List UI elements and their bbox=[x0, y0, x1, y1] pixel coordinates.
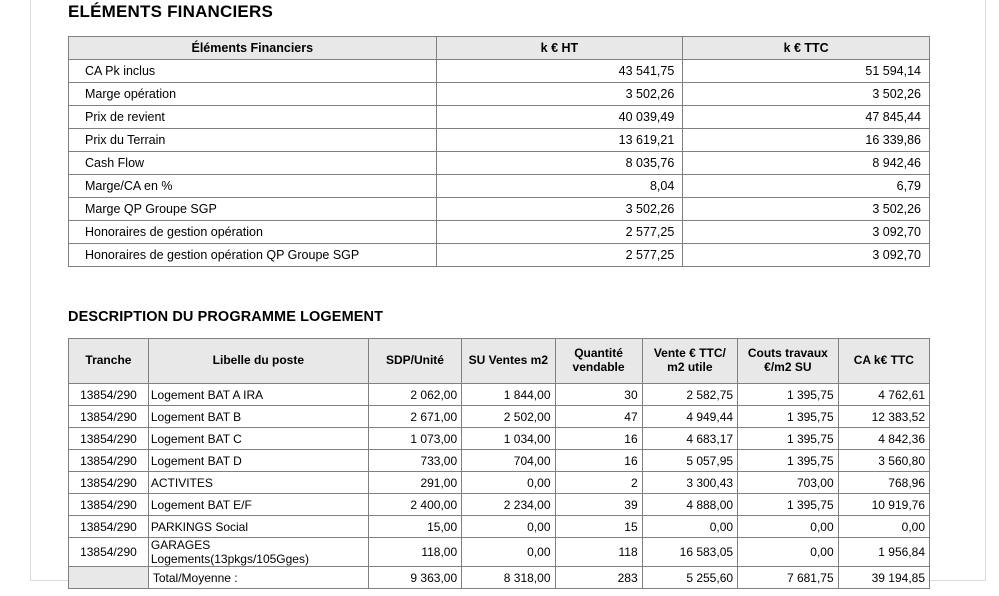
cell-poste: Logement BAT D bbox=[148, 450, 368, 472]
cell-ca: 0,00 bbox=[838, 516, 929, 538]
row-value-ht: 2 577,25 bbox=[436, 221, 683, 244]
table-row bbox=[69, 198, 930, 221]
cell-quantite: 2 bbox=[555, 472, 642, 494]
cell-total-ca: 39 194,85 bbox=[838, 567, 929, 589]
cell-quantite: 118 bbox=[555, 538, 642, 567]
table-row bbox=[69, 406, 930, 428]
row-value-ttc: 8 942,46 bbox=[683, 152, 930, 175]
cell-su: 1 844,00 bbox=[462, 384, 555, 406]
table-header-row bbox=[69, 339, 930, 384]
table-row bbox=[69, 516, 930, 538]
cell-total-label: Total/Moyenne : bbox=[148, 567, 368, 589]
row-value-ttc: 3 092,70 bbox=[683, 221, 930, 244]
cell-tranche: 13854/290 bbox=[69, 384, 149, 406]
cell-quantite: 16 bbox=[555, 450, 642, 472]
cell-quantite: 47 bbox=[555, 406, 642, 428]
table-row bbox=[69, 384, 930, 406]
financial-section-title: ELÉMENTS FINANCIERS bbox=[68, 2, 273, 21]
cell-total-vente: 5 255,60 bbox=[642, 567, 737, 589]
page-right-border bbox=[985, 0, 986, 580]
cell-tranche: 13854/290 bbox=[69, 406, 149, 428]
program-section-title: DESCRIPTION DU PROGRAMME LOGEMENT bbox=[68, 309, 384, 325]
column-header-tranche: Tranche bbox=[69, 339, 149, 384]
table-row bbox=[69, 106, 930, 129]
column-header-quantite: Quantité vendable bbox=[555, 339, 642, 384]
cell-ca: 4 842,36 bbox=[838, 428, 929, 450]
financial-elements-table bbox=[68, 36, 930, 267]
cell-tranche: 13854/290 bbox=[69, 428, 149, 450]
cell-total-couts: 7 681,75 bbox=[738, 567, 839, 589]
cell-vente: 3 300,43 bbox=[642, 472, 737, 494]
cell-couts: 1 395,75 bbox=[738, 450, 839, 472]
table-row bbox=[69, 494, 930, 516]
column-header-couts: Couts travaux €/m2 SU bbox=[738, 339, 839, 384]
cell-ca: 4 762,61 bbox=[838, 384, 929, 406]
table-header-row bbox=[69, 37, 930, 60]
row-label: Marge opération bbox=[69, 83, 437, 106]
cell-poste: Logement BAT E/F bbox=[148, 494, 368, 516]
table-row bbox=[69, 60, 930, 83]
cell-ca: 10 919,76 bbox=[838, 494, 929, 516]
table-row bbox=[69, 175, 930, 198]
table-total-row bbox=[69, 567, 930, 589]
row-value-ht: 8 035,76 bbox=[436, 152, 683, 175]
cell-poste: Logement BAT C bbox=[148, 428, 368, 450]
row-value-ttc: 3 092,70 bbox=[683, 244, 930, 267]
row-value-ttc: 6,79 bbox=[683, 175, 930, 198]
row-label: Prix de revient bbox=[69, 106, 437, 129]
cell-vente: 16 583,05 bbox=[642, 538, 737, 567]
row-value-ht: 3 502,26 bbox=[436, 83, 683, 106]
page-left-border bbox=[30, 0, 31, 580]
table-row bbox=[69, 428, 930, 450]
column-header-poste: Libelle du poste bbox=[148, 339, 368, 384]
cell-vente: 4 949,44 bbox=[642, 406, 737, 428]
table-row bbox=[69, 221, 930, 244]
cell-sdp: 2 062,00 bbox=[368, 384, 461, 406]
row-label: CA Pk inclus bbox=[69, 60, 437, 83]
cell-sdp: 733,00 bbox=[368, 450, 461, 472]
cell-su: 0,00 bbox=[462, 516, 555, 538]
cell-ca: 3 560,80 bbox=[838, 450, 929, 472]
row-value-ttc: 51 594,14 bbox=[683, 60, 930, 83]
cell-tranche: 13854/290 bbox=[69, 516, 149, 538]
cell-su: 0,00 bbox=[462, 472, 555, 494]
cell-ca: 768,96 bbox=[838, 472, 929, 494]
cell-poste: PARKINGS Social bbox=[148, 516, 368, 538]
cell-su: 2 502,00 bbox=[462, 406, 555, 428]
cell-couts: 703,00 bbox=[738, 472, 839, 494]
cell-tranche: 13854/290 bbox=[69, 538, 149, 567]
row-value-ht: 40 039,49 bbox=[436, 106, 683, 129]
cell-quantite: 16 bbox=[555, 428, 642, 450]
cell-tranche: 13854/290 bbox=[69, 494, 149, 516]
cell-tranche bbox=[69, 567, 149, 589]
cell-total-su: 8 318,00 bbox=[462, 567, 555, 589]
column-header-su: SU Ventes m2 bbox=[462, 339, 555, 384]
cell-couts: 1 395,75 bbox=[738, 494, 839, 516]
cell-su: 704,00 bbox=[462, 450, 555, 472]
cell-vente: 4 888,00 bbox=[642, 494, 737, 516]
table-row bbox=[69, 538, 930, 567]
cell-tranche: 13854/290 bbox=[69, 472, 149, 494]
row-label: Marge QP Groupe SGP bbox=[69, 198, 437, 221]
cell-couts: 1 395,75 bbox=[738, 406, 839, 428]
cell-total-quantite: 283 bbox=[555, 567, 642, 589]
cell-quantite: 15 bbox=[555, 516, 642, 538]
table-row bbox=[69, 152, 930, 175]
row-value-ttc: 47 845,44 bbox=[683, 106, 930, 129]
cell-sdp: 15,00 bbox=[368, 516, 461, 538]
row-label: Cash Flow bbox=[69, 152, 437, 175]
cell-quantite: 39 bbox=[555, 494, 642, 516]
row-value-ttc: 16 339,86 bbox=[683, 129, 930, 152]
cell-sdp: 291,00 bbox=[368, 472, 461, 494]
cell-su: 1 034,00 bbox=[462, 428, 555, 450]
cell-poste: ACTIVITES bbox=[148, 472, 368, 494]
cell-ca: 12 383,52 bbox=[838, 406, 929, 428]
cell-poste: Logement BAT B bbox=[148, 406, 368, 428]
row-value-ht: 13 619,21 bbox=[436, 129, 683, 152]
cell-vente: 4 683,17 bbox=[642, 428, 737, 450]
cell-quantite: 30 bbox=[555, 384, 642, 406]
column-header-ca: CA k€ TTC bbox=[838, 339, 929, 384]
table-row bbox=[69, 244, 930, 267]
cell-vente: 5 057,95 bbox=[642, 450, 737, 472]
cell-poste: GARAGES Logements(13pkgs/105Gges) bbox=[148, 538, 368, 567]
cell-sdp: 118,00 bbox=[368, 538, 461, 567]
row-label: Marge/CA en % bbox=[69, 175, 437, 198]
column-header-elements: Éléments Financiers bbox=[69, 37, 437, 60]
column-header-ttc: k € TTC bbox=[683, 37, 930, 60]
row-value-ht: 43 541,75 bbox=[436, 60, 683, 83]
row-value-ht: 2 577,25 bbox=[436, 244, 683, 267]
table-row bbox=[69, 129, 930, 152]
row-label: Prix du Terrain bbox=[69, 129, 437, 152]
table-row bbox=[69, 472, 930, 494]
cell-su: 2 234,00 bbox=[462, 494, 555, 516]
cell-sdp: 1 073,00 bbox=[368, 428, 461, 450]
cell-sdp: 2 671,00 bbox=[368, 406, 461, 428]
column-header-ht: k € HT bbox=[436, 37, 683, 60]
cell-ca: 1 956,84 bbox=[838, 538, 929, 567]
row-value-ttc: 3 502,26 bbox=[683, 83, 930, 106]
row-value-ht: 8,04 bbox=[436, 175, 683, 198]
row-label: Honoraires de gestion opération bbox=[69, 221, 437, 244]
column-header-sdp: SDP/Unité bbox=[368, 339, 461, 384]
row-label: Honoraires de gestion opération QP Groupe SGP bbox=[69, 244, 437, 267]
cell-su: 0,00 bbox=[462, 538, 555, 567]
cell-poste: Logement BAT A IRA bbox=[148, 384, 368, 406]
table-row bbox=[69, 450, 930, 472]
cell-couts: 0,00 bbox=[738, 538, 839, 567]
program-description-table bbox=[68, 338, 930, 589]
cell-sdp: 2 400,00 bbox=[368, 494, 461, 516]
cell-couts: 1 395,75 bbox=[738, 384, 839, 406]
cell-vente: 2 582,75 bbox=[642, 384, 737, 406]
cell-total-sdp: 9 363,00 bbox=[368, 567, 461, 589]
cell-vente: 0,00 bbox=[642, 516, 737, 538]
cell-couts: 1 395,75 bbox=[738, 428, 839, 450]
table-row bbox=[69, 83, 930, 106]
cell-tranche: 13854/290 bbox=[69, 450, 149, 472]
cell-couts: 0,00 bbox=[738, 516, 839, 538]
row-value-ttc: 3 502,26 bbox=[683, 198, 930, 221]
column-header-vente: Vente € TTC/ m2 utile bbox=[642, 339, 737, 384]
row-value-ht: 3 502,26 bbox=[436, 198, 683, 221]
